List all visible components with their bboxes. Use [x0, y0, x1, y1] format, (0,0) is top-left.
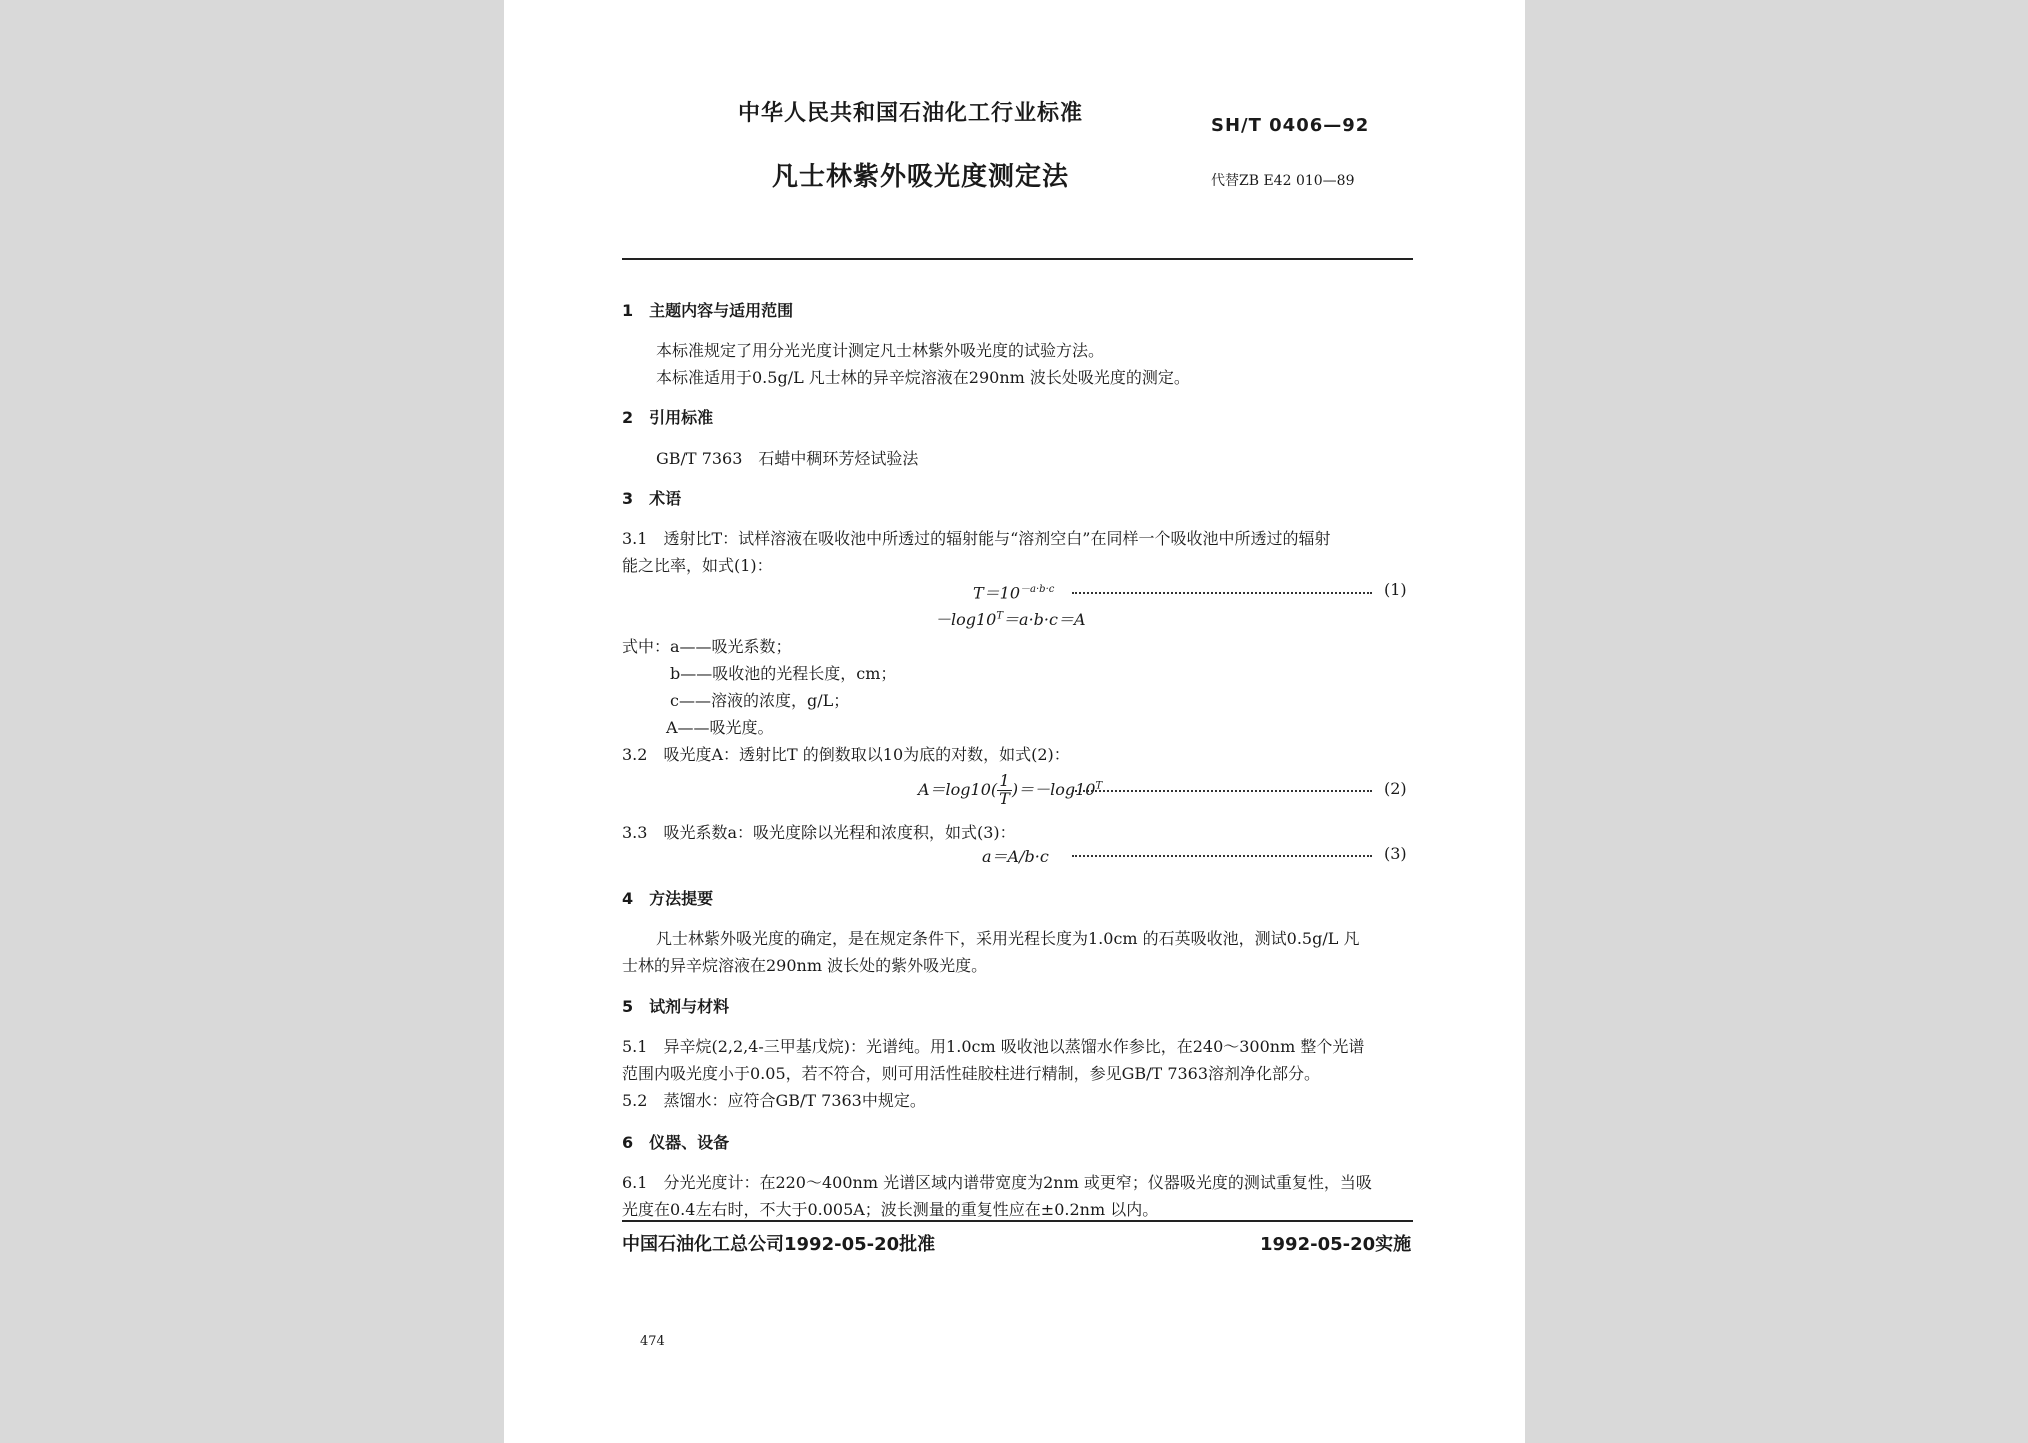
section-6-1-line-1: 6.1 分光光度计：在220～400nm 光谱区域内谱带宽度为2nm 或更窄；仪器吸光度的测试重复性，当吸: [622, 1173, 1372, 1192]
equation-2-suffix: )＝－log10: [1011, 779, 1096, 799]
section-1-paragraph-2: 本标准适用于0.5g/L 凡士林的异辛烷溶液在290nm 波长处吸光度的测定。: [656, 368, 1190, 387]
section-4-heading: 4 方法提要: [622, 889, 714, 908]
equation-2-denominator: T: [999, 788, 1010, 808]
section-3-2: 3.2 吸光度A：透射比T 的倒数取以10为底的对数，如式(2)：: [622, 745, 1070, 764]
where-item-a: a——吸光系数；: [670, 637, 792, 656]
replaces-standard: 代替ZB E42 010—89: [1211, 173, 1355, 189]
equation-1: [973, 580, 1054, 603]
footer-divider: [622, 1220, 1413, 1222]
section-4-line-2: 士林的异辛烷溶液在290nm 波长处的紫外吸光度。: [622, 956, 988, 975]
equation-1b-exponent: T: [996, 610, 1004, 622]
section-5-1-line-2: 范围内吸光度小于0.05，若不符合，则可用活性硅胶柱进行精制，参见GB/T 7363溶剂净化部分。: [622, 1064, 1321, 1083]
section-2-reference: GB/T 7363 石蜡中稠环芳烃试验法: [656, 449, 919, 468]
equation-2-numerator: 1: [997, 773, 1012, 791]
equation-3-number: (3): [1384, 844, 1407, 863]
equation-3-leader: [1072, 855, 1372, 857]
page-number: 474: [640, 1334, 665, 1349]
document-page: [504, 0, 1525, 1443]
section-6-heading: 6 仪器、设备: [622, 1133, 730, 1152]
equation-3: a＝A/b·c: [982, 847, 1049, 866]
section-3-1-line-1: 3.1 透射比T：试样溶液在吸收池中所透过的辐射能与“溶剂空白”在同样一个吸收池中所透过的辐射: [622, 529, 1331, 548]
where-item-c: c——溶液的浓度，g/L；: [670, 691, 850, 710]
section-1-heading: 1 主题内容与适用范围: [622, 301, 794, 320]
equation-2-fraction: [997, 773, 1012, 808]
where-label: 式中：: [622, 637, 671, 656]
equation-2-exponent: T: [1095, 780, 1103, 792]
equation-1b-suffix: ＝a·b·c＝A: [1003, 610, 1086, 629]
section-4-line-1: 凡士林紫外吸光度的确定，是在规定条件下，采用光程长度为1.0cm 的石英吸收池，测试0.5g/L 凡: [656, 929, 1360, 948]
section-3-heading: 3 术语: [622, 489, 682, 508]
section-3-1-line-2: 能之比率，如式(1)：: [622, 556, 773, 575]
where-item-A: A——吸光度。: [666, 718, 774, 737]
document-title: 凡士林紫外吸光度测定法: [772, 162, 1070, 192]
section-2-heading: 2 引用标准: [622, 408, 714, 427]
equation-2-number: (2): [1384, 779, 1407, 798]
equation-2-leader: [1072, 790, 1372, 792]
where-item-b: b——吸收池的光程长度，cm；: [670, 664, 897, 683]
header-divider: [622, 258, 1413, 260]
section-5-1-line-1: 5.1 异辛烷(2,2,4-三甲基戊烷)：光谱纯。用1.0cm 吸收池以蒸馏水作参比，在240～300nm 整个光谱: [622, 1037, 1365, 1056]
section-5-heading: 5 试剂与材料: [622, 997, 730, 1016]
approval-statement: 中国石油化工总公司1992-05-20批准: [622, 1234, 936, 1255]
section-3-3: 3.3 吸光系数a：吸光度除以光程和浓度积，如式(3)：: [622, 823, 1016, 842]
equation-1-number: (1): [1384, 580, 1407, 599]
section-6-1-line-2: 光度在0.4左右时，不大于0.005A；波长测量的重复性应在±0.2nm 以内。: [622, 1200, 1159, 1219]
equation-1b-prefix: －log10: [935, 610, 997, 629]
equation-1-exponent: －a·b·c: [1020, 584, 1055, 595]
standard-code: SH/T 0406—92: [1211, 115, 1370, 136]
equation-1b: [935, 607, 1086, 630]
effective-date: 1992-05-20实施: [1260, 1234, 1412, 1255]
section-5-2: 5.2 蒸馏水：应符合GB/T 7363中规定。: [622, 1091, 926, 1110]
equation-1-leader: [1072, 592, 1372, 594]
equation-2-prefix: A＝log10(: [918, 779, 998, 799]
standard-organization-title: 中华人民共和国石油化工行业标准: [738, 101, 1084, 126]
equation-1-base: T＝10: [973, 583, 1021, 603]
section-1-paragraph-1: 本标准规定了用分光光度计测定凡士林紫外吸光度的试验方法。: [656, 341, 1105, 360]
